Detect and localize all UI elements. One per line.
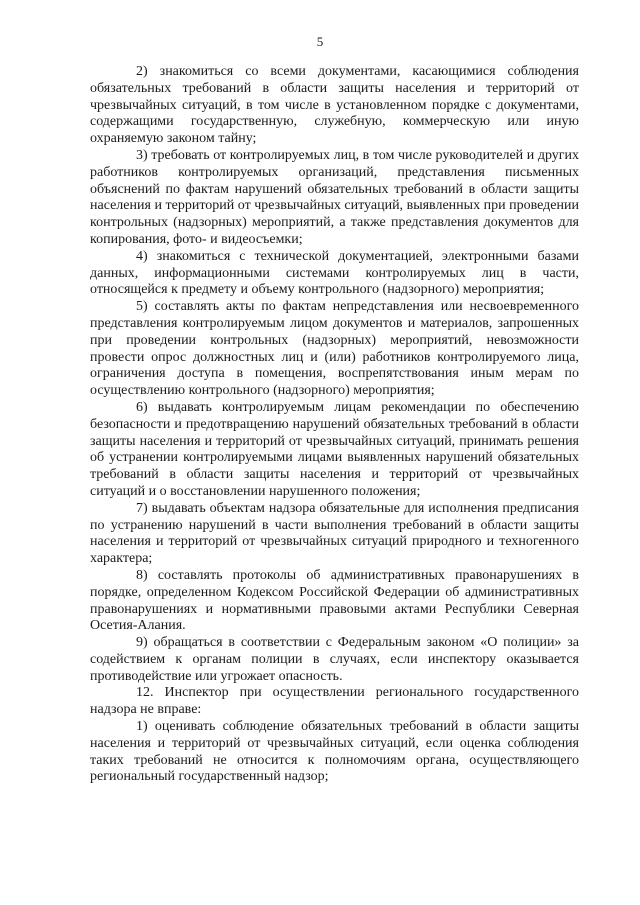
paragraph-item-3: 3) требовать от контролируемых лиц, в том числе руководителей и других работников контролируемых организаций, представления письменных объяснений по фактам нарушений обязательных требований в области защиты населения и территорий от чрезвычайных ситуаций, выявленных при проведении контрольных (надзорных) мероприятий, а также представления документов для копирования, фото- и видеосъемки; (90, 147, 579, 247)
document-body (90, 64, 579, 786)
paragraph-item-7: 7) выдавать объектам надзора обязательные для исполнения предписания по устранению нарушений в части выполнения требований в области защиты населения и территорий от чрезвычайных ситуаций природного и техногенного характера; (90, 500, 579, 567)
paragraph-item-8: 8) составлять протоколы об административных правонарушениях в порядке, определенном Кодексом Российской Федерации об административных правонарушениях и нормативными правовыми актами Республики Северная Осетия-Алания. (90, 567, 579, 634)
section-12-heading: 12. Инспектор при осуществлении регионального государственного надзора не вправе: (90, 685, 579, 718)
paragraph-item-4: 4) знакомиться с технической документацией, электронными базами данных, информационными системами контролируемых лиц в части, относящейся к предмету и объему контрольного (надзорного) мероприятия; (90, 248, 579, 298)
paragraph-item-9: 9) обращаться в соответствии с Федеральным законом «О полиции» за содействием к органам полиции в случаях, если инспектору оказывается противодействие или угрожает опасность. (90, 635, 579, 684)
page-number: 5 (316, 34, 324, 49)
paragraph-item-12-1: 1) оценивать соблюдение обязательных требований в области защиты населения и территорий от чрезвычайных ситуаций, если оценка соблюдения таких требований не относится к полномочиям органа, осуществляющего региональный государственный надзор; (90, 719, 579, 785)
paragraph-item-6: 6) выдавать контролируемым лицам рекомендации по обеспечению безопасности и предотвращению нарушений обязательных требований в области защиты населения и территорий от чрезвычайных ситуаций, принимать решения об устранении контролируемыми лицами выявленных нарушений обязательных требований в области защиты населения и территорий от чрезвычайных ситуаций и о восстановлении нарушенного положения; (90, 399, 579, 499)
paragraph-item-2: 2) знакомиться со всеми документами, касающимися соблюдения обязательных требований в области защиты населения и территорий от чрезвычайных ситуаций, в том числе в установленном порядке с документами, содержащими государственную, служебную, коммерческую или иную охраняемую законом тайну; (90, 64, 579, 147)
paragraph-item-5: 5) составлять акты по фактам непредставления или несвоевременного представления контролируемым лицом документов и материалов, запрошенных при проведении контрольных (надзорных) мероприятий, невозможности провести опрос должностных лиц и (или) работников контролируемого лица, ограничения доступа в помещения, воспрепятствования иным мерам по осуществлению контрольного (надзорного) мероприятия; (90, 299, 579, 399)
